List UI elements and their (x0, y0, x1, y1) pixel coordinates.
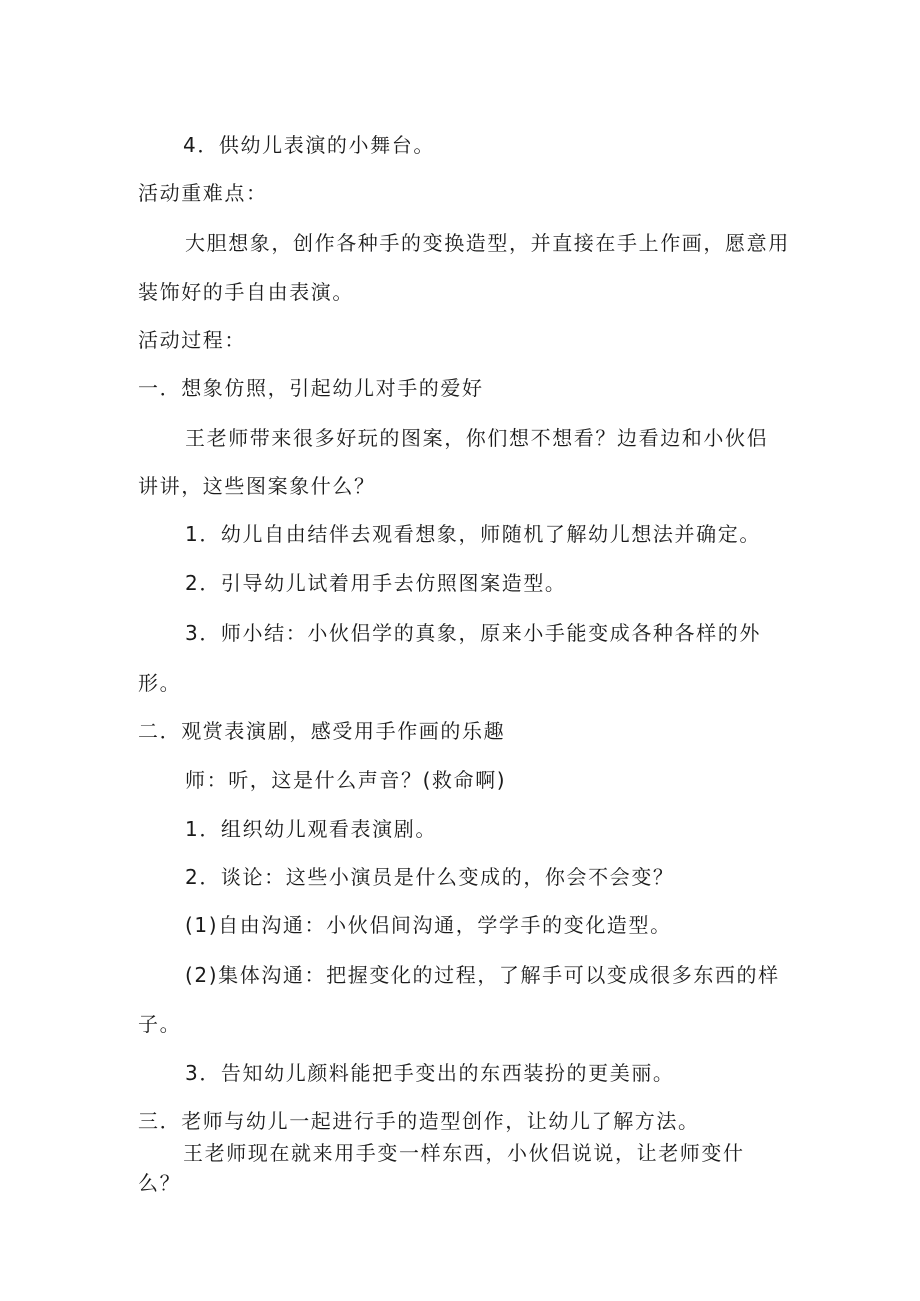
step2-subitem-1: (1)自由沟通：小伙侣间沟通，学学手的变化造型。 (185, 913, 672, 937)
step2-subitem-2-line-2: 子。 (138, 1012, 182, 1036)
step-heading-2: 二．观赏表演剧，感受用手作画的乐趣 (138, 719, 506, 743)
material-item-4: 4．供幼儿表演的小舞台。 (183, 133, 435, 157)
step3-paragraph-line-1: 王老师现在就来用手变一样东西，小伙侣说说，让老师变什 (183, 1141, 745, 1165)
step-heading-3: 三．老师与幼儿一起进行手的造型创作，让幼儿了解方法。 (138, 1109, 700, 1133)
section-heading-key-points: 活动重难点： (138, 181, 268, 205)
step-heading-1: 一．想象仿照，引起幼儿对手的爱好 (138, 376, 484, 400)
step1-item-3-line-1: 3．师小结：小伙侣学的真象，原来小手能变成各种各样的外 (185, 621, 761, 645)
step1-paragraph-line-1: 王老师带来很多好玩的图案，你们想不想看？边看边和小伙侣 (185, 426, 769, 450)
step3-paragraph-line-2: 么？ (138, 1171, 182, 1195)
step1-item-3-line-2: 形。 (138, 671, 182, 695)
step2-subitem-2-line-1: (2)集体沟通：把握变化的过程，了解手可以变成很多东西的样 (185, 963, 780, 987)
step2-item-3: 3．告知幼儿颜料能把手变出的东西装扮的更美丽。 (185, 1061, 675, 1085)
step2-dialogue: 师：听，这是什么声音？(救命啊) (185, 768, 507, 792)
step1-item-2: 2．引导幼儿试着用手去仿照图案造型。 (185, 571, 567, 595)
step1-item-1: 1．幼儿自由结伴去观看想象，师随机了解幼儿想法并确定。 (185, 522, 761, 546)
key-points-paragraph-line-2: 装饰好的手自由表演。 (138, 280, 354, 304)
key-points-paragraph-line-1: 大胆想象，创作各种手的变换造型，并直接在手上作画，愿意用 (185, 231, 790, 255)
section-heading-process: 活动过程： (138, 328, 246, 352)
step2-item-2: 2．谈论：这些小演员是什么变成的，你会不会变？ (185, 865, 675, 889)
step2-item-1: 1．组织幼儿观看表演剧。 (185, 817, 437, 841)
step1-paragraph-line-2: 讲讲，这些图案象什么？ (138, 474, 376, 498)
